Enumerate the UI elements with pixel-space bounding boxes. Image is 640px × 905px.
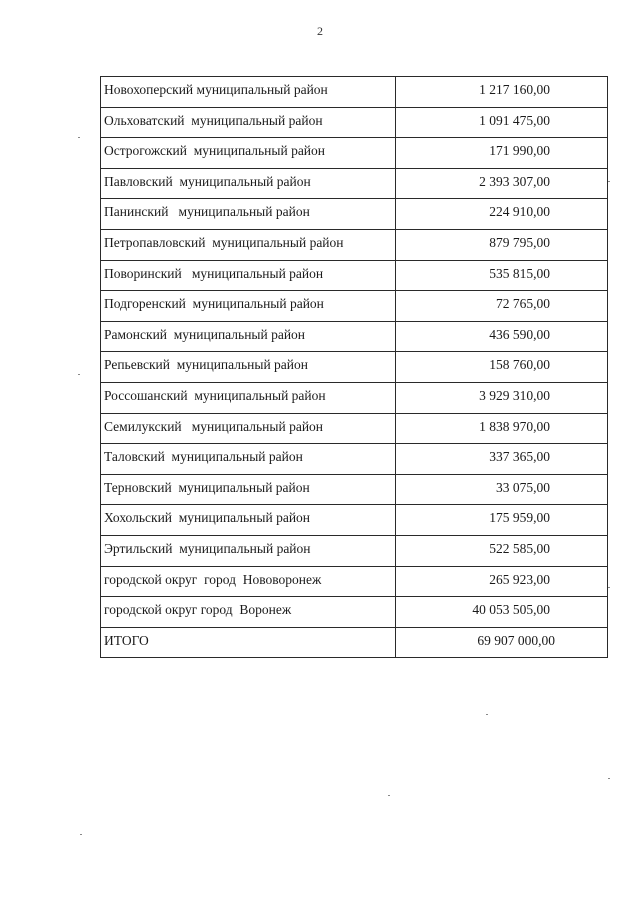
amount-cell: 175 959,00 bbox=[396, 505, 608, 536]
district-name-cell: Павловский муниципальный район bbox=[101, 168, 396, 199]
table-row bbox=[101, 260, 608, 291]
table-row bbox=[101, 321, 608, 352]
district-name-cell: Петропавловский муниципальный район bbox=[101, 229, 396, 260]
amount-cell: 1 091 475,00 bbox=[396, 107, 608, 138]
allocation-table bbox=[100, 76, 608, 658]
amount-cell: 171 990,00 bbox=[396, 138, 608, 169]
table-row bbox=[101, 535, 608, 566]
table-row bbox=[101, 107, 608, 138]
table-row bbox=[101, 291, 608, 322]
amount-cell: 72 765,00 bbox=[396, 291, 608, 322]
amount-cell: 158 760,00 bbox=[396, 352, 608, 383]
district-name-cell: городской округ город Нововоронеж bbox=[101, 566, 396, 597]
district-name-cell: Новохоперский муниципальный район bbox=[101, 77, 396, 108]
scan-speck bbox=[486, 714, 488, 715]
district-name-cell: Панинский муниципальный район bbox=[101, 199, 396, 230]
amount-cell: 879 795,00 bbox=[396, 229, 608, 260]
scan-speck bbox=[608, 778, 610, 779]
amount-cell: 3 929 310,00 bbox=[396, 382, 608, 413]
table-row bbox=[101, 77, 608, 108]
amount-cell: 436 590,00 bbox=[396, 321, 608, 352]
table-row bbox=[101, 505, 608, 536]
amount-cell: 1 217 160,00 bbox=[396, 77, 608, 108]
scan-speck bbox=[78, 137, 80, 138]
scan-speck bbox=[78, 374, 80, 375]
table-row bbox=[101, 168, 608, 199]
amount-cell: 224 910,00 bbox=[396, 199, 608, 230]
table-row bbox=[101, 382, 608, 413]
page-number: 2 bbox=[317, 24, 323, 38]
district-name-cell: Эртильский муниципальный район bbox=[101, 535, 396, 566]
amount-cell: 2 393 307,00 bbox=[396, 168, 608, 199]
district-name-cell: Ольховатский муниципальный район bbox=[101, 107, 396, 138]
amount-cell: 40 053 505,00 bbox=[396, 597, 608, 628]
district-name-cell: Репьевский муниципальный район bbox=[101, 352, 396, 383]
table-row bbox=[101, 474, 608, 505]
scan-speck bbox=[80, 834, 82, 835]
amount-cell: 337 365,00 bbox=[396, 444, 608, 475]
district-name-cell: Острогожский муниципальный район bbox=[101, 138, 396, 169]
table-row bbox=[101, 229, 608, 260]
district-name-cell: Подгоренский муниципальный район bbox=[101, 291, 396, 322]
amount-cell: 33 075,00 bbox=[396, 474, 608, 505]
table-body bbox=[101, 77, 608, 658]
table-row bbox=[101, 566, 608, 597]
total-amount-cell: 69 907 000,00 bbox=[396, 627, 608, 658]
amount-cell: 265 923,00 bbox=[396, 566, 608, 597]
amount-cell: 1 838 970,00 bbox=[396, 413, 608, 444]
district-name-cell: Семилукский муниципальный район bbox=[101, 413, 396, 444]
district-name-cell: Хохольский муниципальный район bbox=[101, 505, 396, 536]
table-row bbox=[101, 597, 608, 628]
district-name-cell: Поворинский муниципальный район bbox=[101, 260, 396, 291]
amount-cell: 535 815,00 bbox=[396, 260, 608, 291]
table-row bbox=[101, 199, 608, 230]
scan-speck bbox=[388, 795, 390, 796]
district-name-cell: Терновский муниципальный район bbox=[101, 474, 396, 505]
table-row bbox=[101, 352, 608, 383]
scan-speck bbox=[608, 181, 610, 182]
amount-cell: 522 585,00 bbox=[396, 535, 608, 566]
total-label-cell: ИТОГО bbox=[101, 627, 396, 658]
district-name-cell: городской округ город Воронеж bbox=[101, 597, 396, 628]
table-row bbox=[101, 138, 608, 169]
district-name-cell: Таловский муниципальный район bbox=[101, 444, 396, 475]
district-name-cell: Россошанский муниципальный район bbox=[101, 382, 396, 413]
table-row bbox=[101, 413, 608, 444]
district-name-cell: Рамонский муниципальный район bbox=[101, 321, 396, 352]
scan-speck bbox=[608, 587, 610, 588]
total-row bbox=[101, 627, 608, 658]
table-row bbox=[101, 444, 608, 475]
